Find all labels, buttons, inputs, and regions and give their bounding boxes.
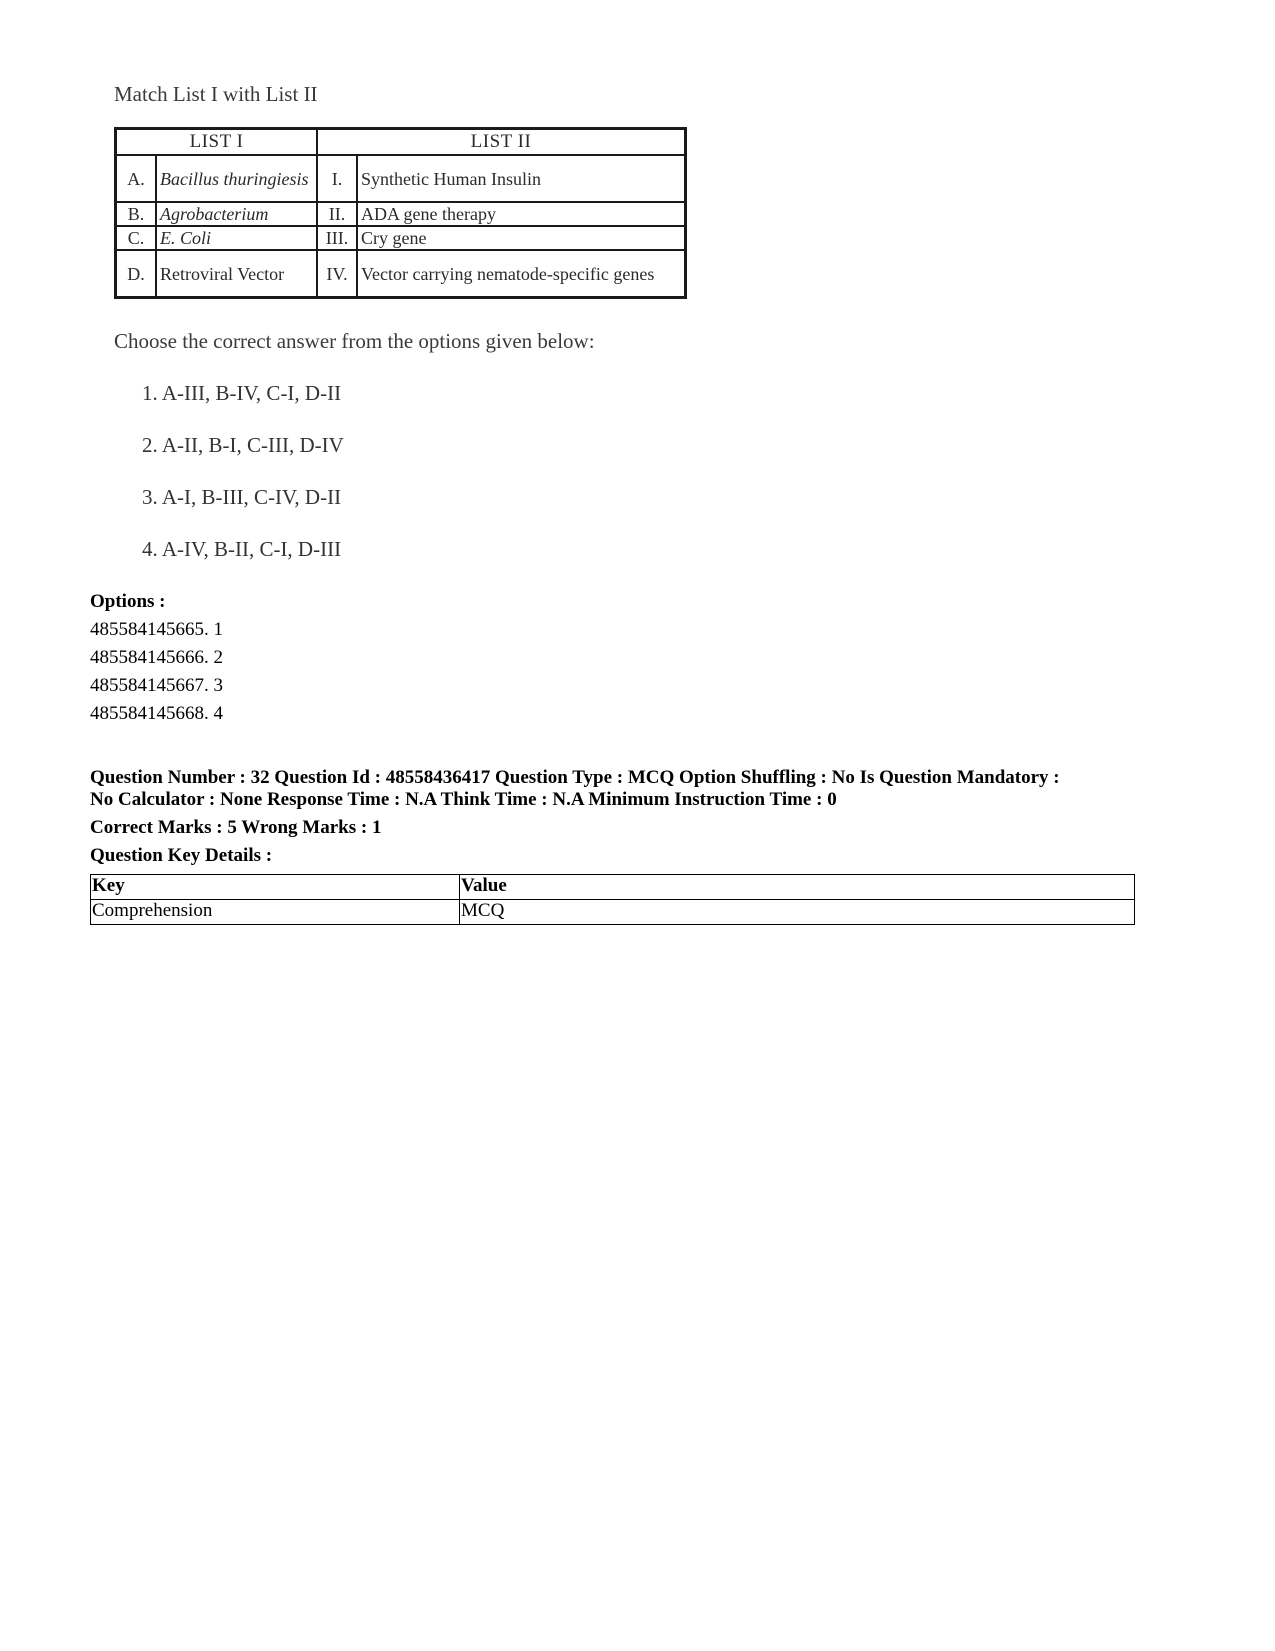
option-item: 485584145665. 1 [90, 619, 223, 640]
list-ii-item: Vector carrying nematode-specific genes [357, 250, 686, 298]
option-item: 485584145666. 2 [90, 647, 223, 668]
question-meta [90, 767, 1150, 811]
key-header: Key [91, 875, 460, 900]
answer-choice: 4. A-IV, B-II, C-I, D-III [142, 537, 342, 561]
match-row [116, 155, 686, 202]
answer-choice: 1. A-III, B-IV, C-I, D-II [142, 381, 342, 405]
match-row [116, 250, 686, 298]
option-item: 485584145667. 3 [90, 675, 223, 696]
row-roman: III. [317, 226, 357, 250]
list-ii-header: LIST II [317, 129, 686, 156]
key-details-table [90, 874, 1135, 925]
list-i-item: Bacillus thuringiesis [156, 155, 317, 202]
value-cell: MCQ [460, 900, 1135, 925]
row-letter: C. [116, 226, 157, 250]
answer-choice: 2. A-II, B-I, C-III, D-IV [142, 433, 344, 457]
match-row [116, 226, 686, 250]
key-cell: Comprehension [91, 900, 460, 925]
list-ii-item: ADA gene therapy [357, 202, 686, 226]
list-i-item: E. Coli [156, 226, 317, 250]
key-table-header [91, 875, 1135, 900]
row-roman: IV. [317, 250, 357, 298]
row-roman: I. [317, 155, 357, 202]
key-table-row [91, 900, 1135, 925]
answer-choice: 3. A-I, B-III, C-IV, D-II [142, 485, 342, 509]
match-table [114, 127, 687, 299]
row-roman: II. [317, 202, 357, 226]
choose-instruction: Choose the correct answer from the options given below: [114, 329, 595, 353]
row-letter: B. [116, 202, 157, 226]
option-item: 485584145668. 4 [90, 703, 223, 724]
row-letter: A. [116, 155, 157, 202]
question-meta-line2: No Calculator : None Response Time : N.A Think Time : N.A Minimum Instruction Time : 0 [90, 789, 837, 810]
list-ii-item: Synthetic Human Insulin [357, 155, 686, 202]
key-details-label: Question Key Details : [90, 845, 273, 866]
list-ii-item: Cry gene [357, 226, 686, 250]
question-instruction: Match List I with List II [114, 82, 318, 106]
options-label: Options : [90, 591, 166, 612]
list-i-header: LIST I [116, 129, 318, 156]
match-row [116, 202, 686, 226]
list-i-item: Retroviral Vector [156, 250, 317, 298]
question-meta-line1: Question Number : 32 Question Id : 48558436417 Question Type : MCQ Option Shuffling : No Is Question Mandatory : [90, 767, 1060, 788]
row-letter: D. [116, 250, 157, 298]
value-header: Value [460, 875, 1135, 900]
match-table-header [116, 129, 686, 156]
marks-info: Correct Marks : 5 Wrong Marks : 1 [90, 817, 382, 838]
list-i-item: Agrobacterium [156, 202, 317, 226]
